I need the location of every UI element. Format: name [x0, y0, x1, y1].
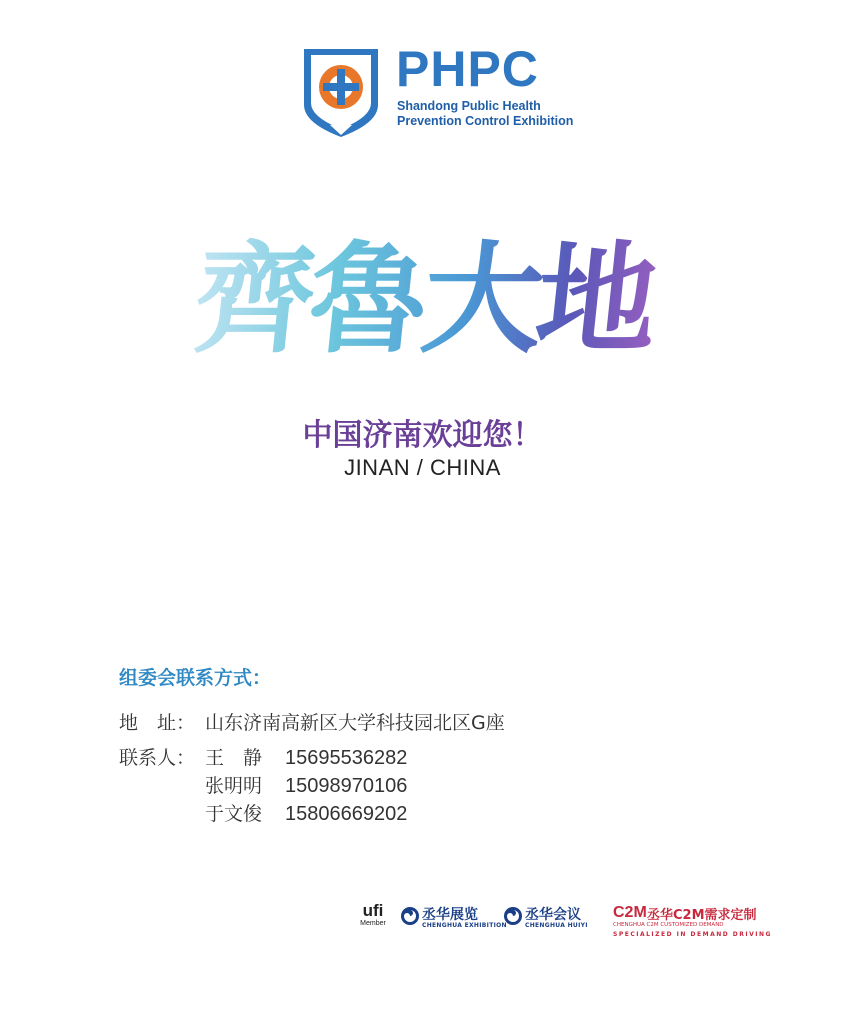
c2m-tagline: SPECIALIZED IN DEMAND DRIVING	[613, 931, 772, 938]
logo-subtitle	[397, 99, 573, 129]
brand-en: CHENGHUA HUIYI	[525, 922, 588, 929]
contact-person-label: 联系人：	[119, 747, 196, 769]
chenghua-huiyi-logo	[503, 904, 613, 944]
calligraphy-text: 齊魯大地	[186, 215, 674, 385]
c2m-name: 丞华C2M需求定制	[647, 908, 757, 923]
sponsor-logos	[355, 900, 785, 950]
contact-name: 王 静	[205, 747, 263, 769]
address-value: 山东济南高新区大学科技园北区G座	[205, 712, 505, 734]
contact-row	[205, 799, 407, 826]
brand-name: 丞华会议	[525, 907, 581, 923]
contact-name: 于文俊	[205, 803, 263, 825]
ufi-logo-text: ufi	[362, 901, 384, 920]
swirl-icon	[503, 906, 523, 926]
address-label: 地 址：	[119, 712, 196, 734]
c2m-logo-mark: C2M	[613, 904, 647, 921]
city-text: JINAN / CHINA	[344, 455, 501, 480]
welcome-text: 中国济南欢迎您！	[302, 418, 543, 453]
chenghua-exhibition-logo	[400, 904, 510, 944]
brand-name: 丞华展览	[422, 907, 478, 923]
contact-name: 张明明	[205, 775, 263, 797]
swirl-icon	[400, 906, 420, 926]
contact-phone: 15806669202	[285, 803, 408, 825]
logo-subtitle-line2: Prevention Control Exhibition	[397, 114, 574, 128]
contact-row	[205, 771, 407, 798]
logo-subtitle-line1: Shandong Public Health	[397, 99, 541, 113]
address-row	[119, 708, 505, 735]
contact-title: 组委会联系方式：	[119, 667, 272, 689]
contact-row	[119, 743, 407, 770]
calligraphy-artwork	[187, 215, 665, 395]
ufi-member-text: Member	[360, 920, 386, 927]
contact-phone: 15098970106	[285, 775, 408, 797]
contact-phone: 15695536282	[285, 747, 408, 769]
ufi-member-logo	[355, 902, 391, 927]
shield-logo-icon	[300, 45, 382, 140]
c2m-en: CHENGHUA C2M CUSTOMIZED DEMAND	[613, 922, 724, 928]
logo-title: PHPC	[396, 41, 539, 97]
phpc-logo	[300, 40, 574, 140]
chenghua-c2m-logo	[613, 904, 783, 944]
brand-en: CHENGHUA EXHIBITION	[422, 922, 507, 929]
